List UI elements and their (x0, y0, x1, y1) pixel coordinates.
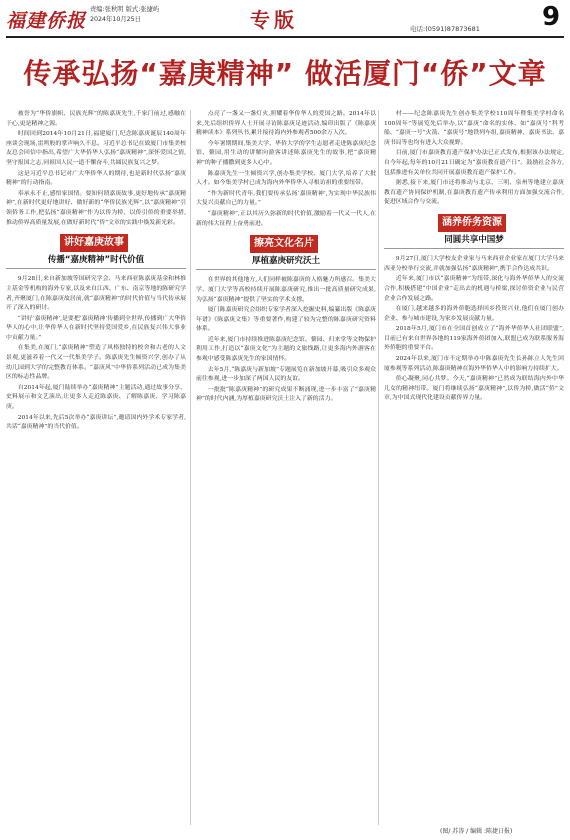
paragraph: 近年来,厦门市以“嘉庚精神”为纽带,深化与海外华侨华人的交流合作,积极搭建“中国企业”走出去的机遇与桥梁,探讨侨资企业与民营企业合作发展之路。 (384, 276, 564, 302)
paragraph: 在厦门,越来越多的海外侨胞选择回乡投资兴业,他们在厦门创办企业、参与城市建设,为家乡发展贡献力量。 (384, 306, 564, 322)
column-divider (378, 110, 379, 825)
article-column-3 (384, 110, 564, 405)
photo-credit: (图/ 苏涛 / 编辑 :陈捷日报) (440, 828, 513, 835)
section-banner: 涵养侨务资源 (438, 214, 506, 232)
page-number: 9 (542, 2, 561, 32)
paragraph: 2018年5月,厦门市在全国首创成立了“海外华侨华人社团联盟”,目前已有来自世界各地的119家海外侨团加入,联盟已成为联系服务海外侨胞的重要平台。 (384, 326, 564, 352)
paragraph: “讲好‘嘉庚精神’,是要把‘嘉庚精神’传播到全世界,传播到广大华侨华人的心中,让华侨华人在新时代坚持爱国爱乡,在民族复兴伟大事业中贡献力量。” (6, 315, 186, 341)
paragraph: 一批批“陈嘉庚精神”的研究成果不断涌现,进一步丰富了“嘉庚精神”的时代内涵,为厚植嘉庚研究沃土注入了新的活力。 (196, 386, 376, 403)
section-banner: 讲好嘉庚故事 (60, 234, 128, 252)
section-subtitle: 厚植嘉庚研究沃土 (196, 257, 376, 271)
paragraph: 奉承永不止,感悟家国情。要知何谓嘉庚故事,更好地传承“嘉庚精神”,在新时代更好地讲好、做好新的“华侨民族光辉”,以“嘉庚精神”引领侨务工作,把弘扬“嘉庚精神”作为以侨为桥、以侨引侨的重要举措,推动侨界高质量发展,在做好新时代“侨”文章的实践中焕发新光彩。 (6, 190, 186, 226)
page-headline: 传承弘扬“嘉庚精神” 做活厦门“侨”文章 (23, 57, 547, 90)
paragraph: “嘉庚精神”,正以其历久弥新的时代价值,激励着一代又一代人,在新的伟大征程上奋勇前进。 (196, 210, 376, 227)
paragraph: 时间回到2014年10月21日,福建厦门,纪念陈嘉庚诞辰140周年座谈会现场,雷鸣般的掌声响久不息。习近平总书记在致厦门市集美校友总会回信中指出,希望广大华侨华人弘扬“嘉庚精神”,深怀爱国之情,坚守报国之志,同祖国人民一道不懈奋斗,共圆民族复兴之梦。 (6, 131, 186, 166)
section-title: 专版 (250, 8, 298, 32)
paragraph: 2014年以来,先后5次举办“嘉庚讲坛”,邀请国内外学术专家学者,共话“嘉庚精神”的当代价值。 (6, 414, 186, 431)
editor-line: 责编:张秋明 版式:张捷屿 (90, 6, 160, 13)
paragraph: 今年暑期期间,集美大学、华侨大学的学生志愿者走进陈嘉庚纪念馆、鳌园,用生动的讲解向游客讲述陈嘉庚先生的故事,把“嘉庚精神”的种子播撒到更多人心中。 (196, 140, 376, 166)
paragraph: 厦门陈嘉庚研究会组织专家学者深入挖掘史料,编纂出版《陈嘉庚年谱》《陈嘉庚文集》等重要著作,构建了较为完整的陈嘉庚研究资料体系。 (196, 307, 376, 333)
header-meta (90, 5, 159, 25)
section-banner: 擦亮文化名片 (250, 235, 318, 253)
paragraph: 9月27日,厦门大学校友企业家与马来西亚企业家在厦门大学马来西亚分校举行交流,并就加强弘扬“嘉庚精神”,携手合作达成共识。 (384, 256, 564, 272)
paragraph: 被誉为“华侨旗帜、民族光辉”的陈嘉庚先生,千家门前过,感触在于心,更是精神之源。 (6, 111, 186, 127)
paragraph: 陈嘉庚先生一生倾资兴学,创办集美学校、厦门大学,培养了大批人才。如今集美学村已成为海内外华侨华人寻根访祖的重要纽带。 (196, 170, 376, 187)
paragraph: 近年来,厦门市持续推进陈嘉庚纪念馆、鳌园、归来堂等文物保护利用工作,打造以“嘉庚文化”为主题的文旅线路,让更多海内外游客在参观中感受陈嘉庚先生的家国情怀。 (196, 336, 376, 363)
date-line: 2024年10月25日 (90, 16, 141, 23)
paragraph: “作为新时代青年,我们要传承弘扬‘嘉庚精神’,为实现中华民族伟大复兴贡献自己的力量。” (196, 190, 376, 207)
paragraph: 在世界的其他地方,人们同样被陈嘉庚的人格魅力所感召。集美大学、厦门大学等高校持续开展陈嘉庚研究,推出一批高质量研究成果,为弘扬“嘉庚精神”提供了坚实的学术支撑。 (196, 277, 376, 303)
masthead-logo: 福建侨报 (6, 10, 87, 32)
paragraph: 去年5月,“陈嘉庚与新加坡”专题展览在新加坡开幕,吸引众多观众前往参观,进一步加深了两国人民的友谊。 (196, 366, 376, 383)
paragraph: 自2014年起,厦门陆续举办“嘉庚精神”主题活动,通过故事分享、史料展示和文艺演出,让更多人走近陈嘉庚、了解陈嘉庚、学习陈嘉庚。 (6, 384, 186, 411)
paragraph: 9月28日,来自新加坡等国研究学会、马来西亚陈嘉庚基金和林推主基金等机构的海外专家,以及来自江西、广东、南京等地的陈研究学者,齐聚厦门,在陈嘉庚故居前,就“嘉庚精神”的时代价值与当代传承展开了深入的研讨。 (6, 276, 186, 312)
phone-line: 电话:(0591)87873681 (410, 25, 480, 33)
paragraph: 这是习近平总书记对广大华侨华人的期待,也是新时代弘扬“嘉庚精神”的行动指南。 (6, 170, 186, 187)
paragraph: 2024年以来,厦门市不定期举办中陈嘉庚先生长孙陈立人先生回厦参观等系列活动,陈嘉庚精神在海外华侨华人中的影响力持续扩大。 (384, 356, 564, 372)
article-column-1 (6, 110, 186, 434)
paragraph: 在集美,在厦门,“嘉庚精神”塑造了风格独特的校舍和古老的人文景观,更滋养着一代又一代集美学子。陈嘉庚先生倾资兴学,创办了从幼儿园到大学的完整教育体系。“嘉庚风”中华侨系列活动已成为集美区的标志性品牌。 (6, 345, 186, 381)
section-subtitle: 同圆共享中国梦 (384, 236, 564, 250)
paragraph: 村——纪念陈嘉庚先生创办集美学校110周年暨集美学村命名100周年”等展览先后举办,以“嘉庚”命名的实体、如“嘉庚号”科考船、“嘉庚一号”火箭、“嘉庚号”地铁列车组,嘉庚精神、嘉庚书法、嘉庚书局等也均有进入大众视野。 (384, 111, 564, 146)
paragraph: 据悉,接下来,厦门市还将推动与北京、三明、泉州等地建立嘉庚教育遗产协同保护机制,在嘉庚教育遗产传承利用方面加强交流合作,促进区域合作与交流。 (384, 180, 564, 206)
paragraph: 目前,厦门市嘉庚教育遗产保护办法已正式发布,根据该办法规定,自今年起,每年的10月21日确定为“嘉庚教育遗产日”。鼓励社会各方,包括推进有关单位共同开展嘉庚教育遗产保护工作。 (384, 150, 564, 176)
header-rule (6, 36, 564, 38)
paragraph: 侨心凝聚,同心共梦。今天,“嘉庚精神”已然成为联结海内外中华儿女的精神纽带。厦门将继续弘扬“嘉庚精神”,以侨为桥,做活“侨”文章,为中国式现代化建设贡献侨界力量。 (384, 376, 564, 402)
article-column-2 (196, 110, 376, 406)
paragraph: 点亮了一盏又一盏灯火,照耀着华侨华人的爱国之路。2014年以来,先后组织侨界人士开展寻访陈嘉庚足迹活动,编印出版了《陈嘉庚精神读本》系列丛书,累计接待海内外参观者500余万人次。 (196, 111, 376, 137)
section-subtitle: 传播“嘉庚精神”时代价值 (6, 256, 186, 270)
column-divider (190, 110, 191, 825)
page-header (0, 0, 570, 38)
